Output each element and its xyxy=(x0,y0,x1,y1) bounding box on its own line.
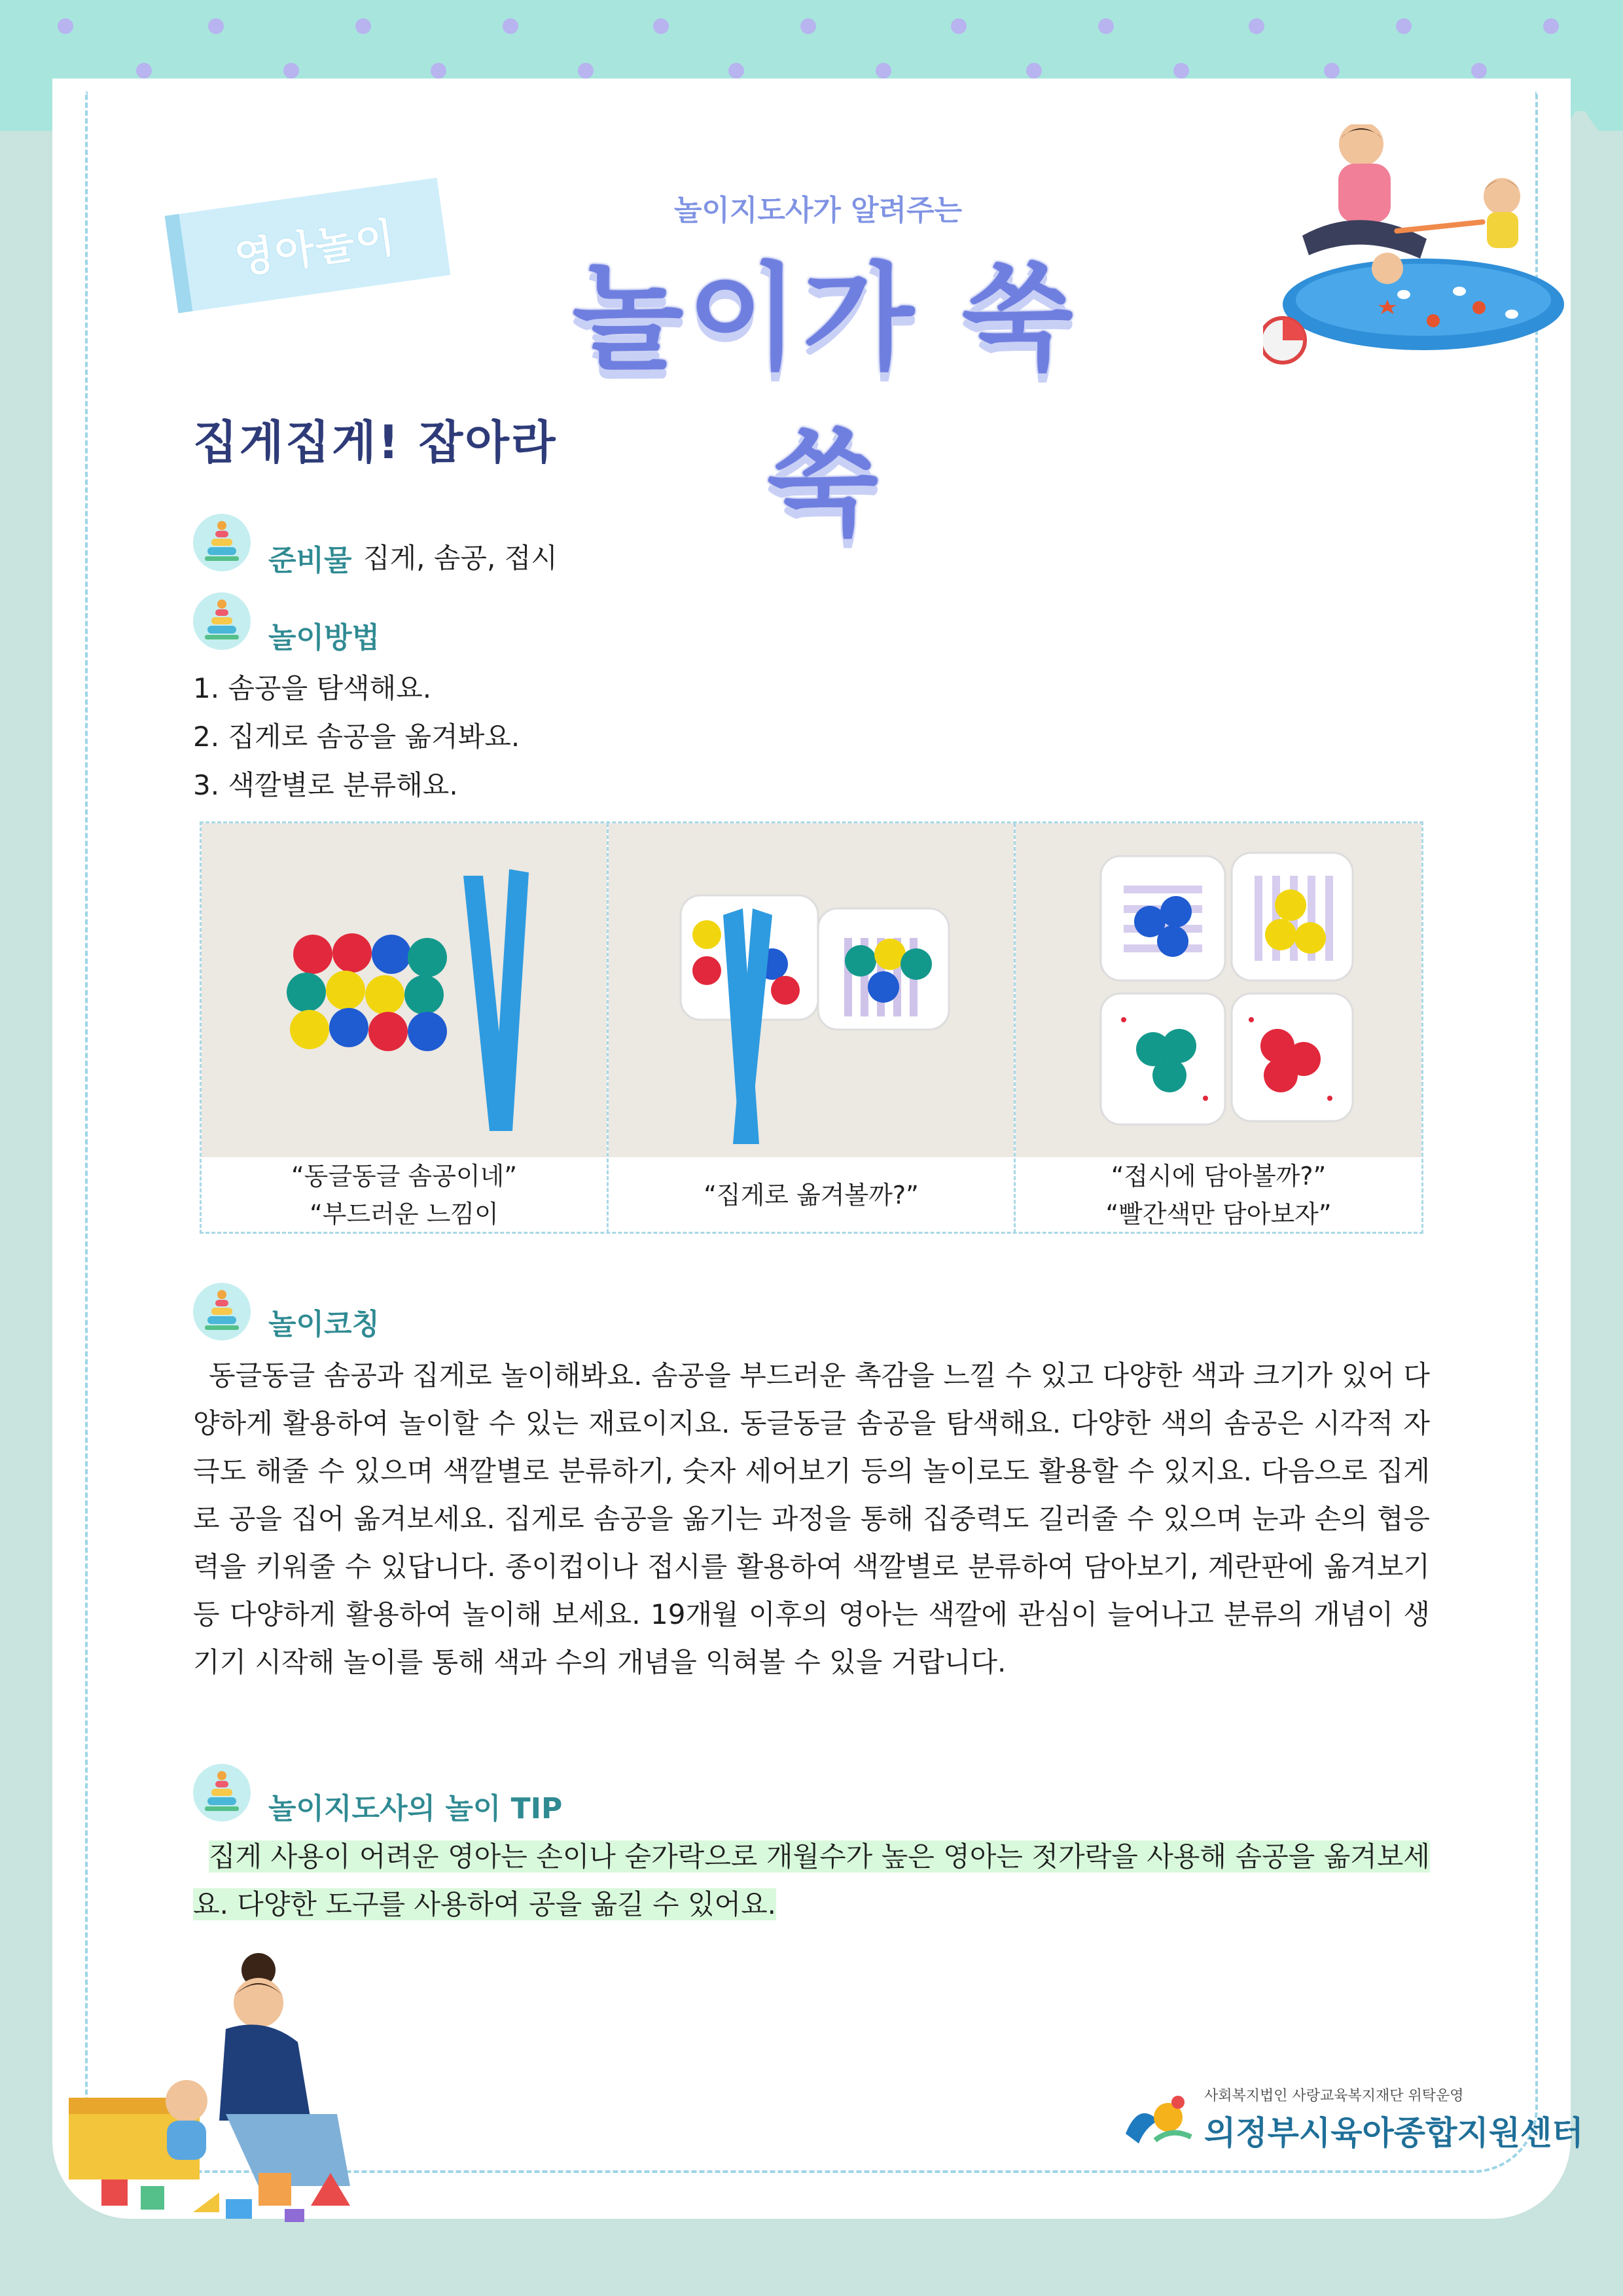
photo-cell xyxy=(202,823,609,1233)
stacking-rings-icon xyxy=(193,592,251,650)
stacking-rings-icon xyxy=(193,514,251,571)
method-label: 놀이방법 xyxy=(268,621,380,655)
tip-label: 놀이지도사의 놀이 TIP xyxy=(268,1792,563,1825)
caption-line: “동글동글 솜공이네” xyxy=(291,1162,518,1191)
photo-cell xyxy=(1016,823,1421,1233)
header-title: 놀이가 쑥쑥 xyxy=(572,251,1077,551)
tip-text xyxy=(193,1833,1430,1928)
materials-label: 준비물 xyxy=(268,544,352,577)
method-step: 1. 솜공을 탐색해요. xyxy=(193,672,432,704)
photo-caption xyxy=(609,1157,1014,1233)
caption-line: “집게로 옮겨볼까?” xyxy=(704,1181,919,1210)
photo-grid xyxy=(200,821,1423,1234)
org-name: 의정부시육아종합지원센터 xyxy=(1204,2114,1584,2152)
photo-caption xyxy=(1016,1157,1421,1233)
pompoms-and-tongs-photo xyxy=(202,823,607,1157)
caption-line: “빨간색만 담아보자” xyxy=(1105,1200,1332,1229)
sorting-plates-photo xyxy=(1016,823,1421,1157)
activity-title: 집게집게! 잡아라 xyxy=(193,416,558,469)
header-subtitle: 놀이지도사가 알려주는 xyxy=(673,194,963,227)
org-subtitle: 사회복지법인 사랑교육복지재단 위탁운영 xyxy=(1204,2088,1464,2104)
organization-logo xyxy=(1119,2085,1584,2157)
method-steps xyxy=(193,664,520,810)
tip-highlight: 집게 사용이 어려운 영아는 손이나 숟가락으로 개월수가 높은 영아는 젓가락을 사용해 솜공을 옮겨보세요. 다양한 도구를 사용하여 공을 옮길 수 있어요. xyxy=(193,1840,1430,1920)
method-step: 3. 색깔별로 분류해요. xyxy=(193,769,458,801)
stacking-rings-icon xyxy=(193,1764,251,1821)
stacking-rings-icon xyxy=(193,1283,251,1340)
center-logo-icon xyxy=(1119,2088,1198,2153)
photo-cell xyxy=(609,823,1016,1233)
mother-baby-blocks-illustration xyxy=(62,1950,416,2232)
materials-items: 집게, 솜공, 접시 xyxy=(363,542,558,574)
parent-child-play-illustration xyxy=(1263,124,1571,373)
coaching-text: 동글동글 솜공과 집게로 놀이해봐요. 솜공을 부드러운 촉감을 느낄 수 있고 다양한 색과 크기가 있어 다양하게 활용하여 놀이할 수 있는 재료이지요. 동글동글 솜공을 탐색해요. 다양한 색의 솜공은 시각적 자극도 해줄 수 있으며 색깔별로 분류하기, 숫자 세어보기 등의 놀이로도 활용할 수 있지요. 다음으로 집게로 공을 집어 옮겨보세요. 집게로 솜공을 옮기는 과정을 통해 집중력도 길러줄 수 있으며 눈과 손의 협응력을 키워줄 수 있답니다. 종이컵이나 접시를 활용하여 색깔별로 분류하여 담아보기, 계란판에 옮겨보기 등 다양하게 활용하여 놀이해 보세요. 19개월 이후의 영아는 색깔에 관심이 늘어나고 분류의 개념이 생기기 시작해 놀이를 통해 색과 수의 개념을 익혀볼 수 있을 거랍니다. xyxy=(193,1359,1430,1678)
caption-line: “부드러운 느낌이 xyxy=(310,1200,499,1229)
coaching-label: 놀이코칭 xyxy=(268,1308,380,1341)
moving-pompoms-photo xyxy=(609,823,1014,1157)
badge-label: 영아놀이 xyxy=(231,213,399,283)
method-step: 2. 집게로 솜공을 옮겨봐요. xyxy=(193,721,520,753)
photo-caption xyxy=(202,1157,607,1233)
caption-line: “접시에 담아볼까?” xyxy=(1111,1162,1327,1191)
